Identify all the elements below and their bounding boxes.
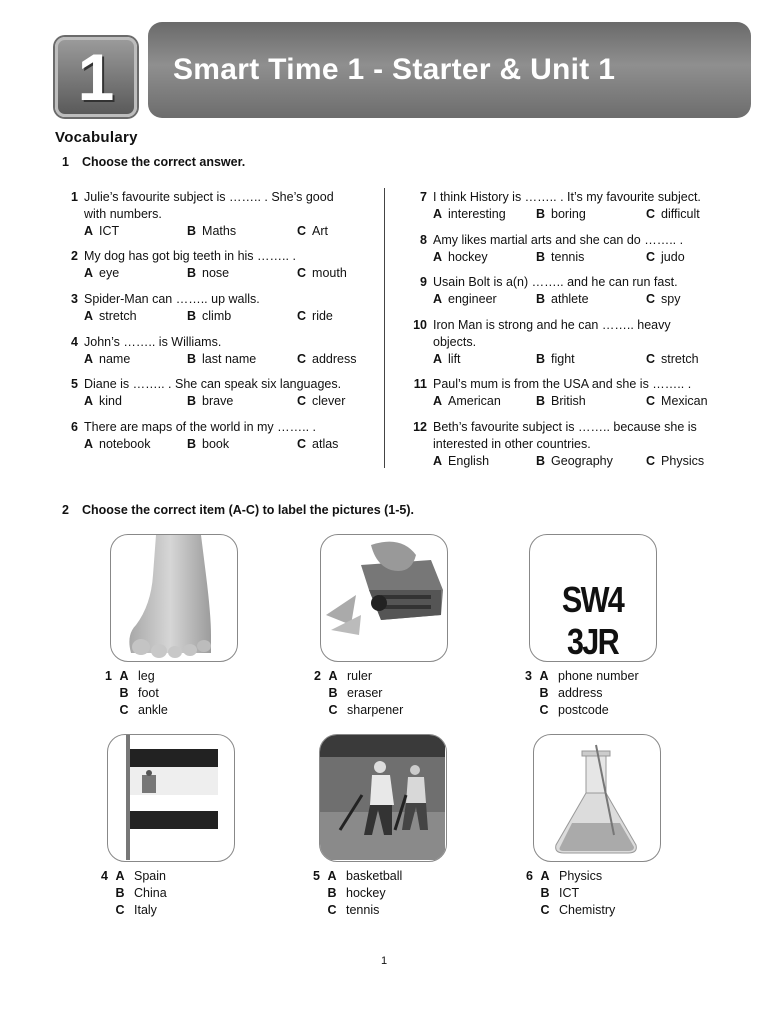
option-letter: C bbox=[646, 250, 656, 264]
option-text: stretch bbox=[661, 352, 699, 366]
option-a[interactable] bbox=[309, 668, 449, 685]
question-number: 4 bbox=[71, 335, 78, 349]
option-letter: B bbox=[536, 292, 546, 306]
option-text: judo bbox=[661, 250, 685, 264]
option-text: postcode bbox=[558, 703, 609, 717]
option-letter: B bbox=[327, 886, 337, 900]
option-letter: B bbox=[115, 886, 125, 900]
option-text: last name bbox=[202, 352, 257, 366]
question-number: 1 bbox=[71, 190, 78, 204]
option-letter: B bbox=[187, 437, 197, 451]
answer-options bbox=[433, 393, 711, 410]
option-letter: C bbox=[119, 703, 129, 717]
question-number: 7 bbox=[420, 190, 427, 204]
option-text: ruler bbox=[347, 669, 373, 683]
page-number: 1 bbox=[380, 955, 388, 967]
option-c[interactable] bbox=[646, 393, 708, 410]
option-text: brave bbox=[202, 394, 234, 408]
picture-label-5 bbox=[308, 868, 448, 919]
option-b[interactable] bbox=[308, 885, 448, 902]
option-letter: B bbox=[187, 394, 197, 408]
exercise-number: 2 bbox=[62, 503, 69, 517]
question-number: 5 bbox=[71, 377, 78, 391]
spanish-flag-image bbox=[108, 735, 233, 860]
option-text: hockey bbox=[448, 250, 488, 264]
question-text: Amy likes martial arts and she can do …….. . bbox=[433, 233, 684, 247]
option-letter: B bbox=[536, 454, 546, 468]
answer-options bbox=[84, 308, 352, 325]
option-letter: C bbox=[115, 903, 125, 917]
option-c[interactable] bbox=[297, 436, 338, 453]
picture-hockey bbox=[319, 734, 447, 862]
option-letter: C bbox=[297, 437, 307, 451]
question-text: There are maps of the world in my …….. . bbox=[84, 420, 317, 434]
option-c[interactable] bbox=[297, 223, 328, 240]
option-letter: B bbox=[536, 352, 546, 366]
option-letter: B bbox=[540, 886, 550, 900]
option-letter: C bbox=[646, 207, 656, 221]
option-b[interactable] bbox=[96, 885, 236, 902]
answer-options bbox=[433, 453, 705, 470]
option-c[interactable] bbox=[308, 902, 448, 919]
option-text: Spain bbox=[134, 869, 166, 883]
question-text: Paul’s mum is from the USA and she is …….. . bbox=[433, 377, 692, 391]
option-a[interactable] bbox=[100, 668, 240, 685]
picture-label-2 bbox=[309, 668, 449, 719]
option-b[interactable] bbox=[187, 351, 256, 368]
sharpener-image bbox=[321, 535, 446, 660]
answer-options bbox=[433, 206, 711, 223]
question-number: 6 bbox=[71, 420, 78, 434]
option-text: mouth bbox=[312, 266, 347, 280]
option-c[interactable] bbox=[96, 902, 236, 919]
picture-sharpener bbox=[320, 534, 448, 662]
option-c[interactable] bbox=[646, 206, 700, 223]
option-letter: C bbox=[297, 394, 307, 408]
option-text: tennis bbox=[551, 250, 585, 264]
question-number: 9 bbox=[420, 275, 427, 289]
option-text: ride bbox=[312, 309, 333, 323]
option-b[interactable] bbox=[536, 351, 575, 368]
question-text: Beth’s favourite subject is …….. because she is interested in other countries. bbox=[433, 420, 697, 451]
question-number: 2 bbox=[71, 249, 78, 263]
option-letter: A bbox=[433, 394, 443, 408]
option-b[interactable] bbox=[187, 393, 233, 410]
question-text: My dog has got big teeth in his …….. . bbox=[84, 249, 296, 263]
option-b[interactable] bbox=[521, 885, 661, 902]
option-text: Physics bbox=[559, 869, 603, 883]
option-letter: C bbox=[646, 292, 656, 306]
option-text: hockey bbox=[346, 886, 386, 900]
question-6 bbox=[62, 419, 352, 453]
question-12 bbox=[411, 419, 705, 470]
option-letter: C bbox=[646, 454, 656, 468]
option-text: eye bbox=[99, 266, 120, 280]
option-c[interactable] bbox=[646, 453, 704, 470]
option-a[interactable] bbox=[84, 265, 119, 282]
option-letter: A bbox=[327, 869, 337, 883]
column-divider bbox=[384, 188, 385, 468]
option-text: ICT bbox=[99, 224, 120, 238]
option-text: fight bbox=[551, 352, 575, 366]
option-letter: C bbox=[297, 352, 307, 366]
option-text: foot bbox=[138, 686, 159, 700]
picture-label-6 bbox=[521, 868, 661, 919]
option-a[interactable] bbox=[433, 453, 489, 470]
option-text: eraser bbox=[347, 686, 383, 700]
option-letter: A bbox=[115, 869, 125, 883]
exercise-2-instruction bbox=[62, 503, 414, 517]
option-text: phone number bbox=[558, 669, 639, 683]
option-letter: C bbox=[297, 224, 307, 238]
option-text: Chemistry bbox=[559, 903, 616, 917]
option-letter: A bbox=[433, 292, 443, 306]
option-letter: B bbox=[187, 352, 197, 366]
exercise-text: Choose the correct answer. bbox=[82, 155, 246, 169]
option-a[interactable] bbox=[520, 668, 660, 685]
answer-options bbox=[84, 265, 352, 282]
option-text: climb bbox=[202, 309, 232, 323]
option-c[interactable] bbox=[297, 308, 333, 325]
picture-number: 5 bbox=[313, 869, 320, 883]
option-text: Art bbox=[312, 224, 329, 238]
option-letter: A bbox=[328, 669, 338, 683]
option-letter: C bbox=[327, 903, 337, 917]
option-letter: C bbox=[297, 309, 307, 323]
option-a[interactable] bbox=[433, 206, 506, 223]
option-text: ankle bbox=[138, 703, 168, 717]
question-number: 3 bbox=[71, 292, 78, 306]
option-b[interactable] bbox=[536, 249, 584, 266]
option-c[interactable] bbox=[646, 249, 685, 266]
option-b[interactable] bbox=[187, 308, 231, 325]
option-text: leg bbox=[138, 669, 155, 683]
question-number: 12 bbox=[413, 420, 427, 434]
option-text: lift bbox=[448, 352, 461, 366]
option-letter: C bbox=[646, 352, 656, 366]
exercise-1-instruction bbox=[62, 155, 245, 169]
option-c[interactable] bbox=[297, 265, 347, 282]
question-2 bbox=[62, 248, 352, 282]
picture-number: 1 bbox=[105, 669, 112, 683]
option-a[interactable] bbox=[433, 393, 501, 410]
question-text: Diane is …….. . She can speak six languages. bbox=[84, 377, 342, 391]
unit-number-badge bbox=[55, 37, 137, 117]
option-letter: C bbox=[328, 703, 338, 717]
flask-image bbox=[534, 735, 659, 860]
option-text: interesting bbox=[448, 207, 506, 221]
option-letter: A bbox=[433, 352, 443, 366]
option-a[interactable] bbox=[308, 868, 448, 885]
question-3 bbox=[62, 291, 352, 325]
answer-options bbox=[84, 223, 352, 240]
option-text: engineer bbox=[448, 292, 497, 306]
option-text: book bbox=[202, 437, 230, 451]
option-letter: A bbox=[84, 309, 94, 323]
option-letter: C bbox=[539, 703, 549, 717]
option-text: American bbox=[448, 394, 501, 408]
question-text: John’s …….. is Williams. bbox=[84, 335, 222, 349]
answer-options bbox=[84, 351, 357, 368]
postcode-text: SW4 3JR bbox=[561, 579, 624, 662]
picture-label-1 bbox=[100, 668, 240, 719]
option-c[interactable] bbox=[297, 351, 357, 368]
option-letter: A bbox=[540, 869, 550, 883]
question-9 bbox=[411, 274, 711, 308]
option-text: Physics bbox=[661, 454, 705, 468]
option-letter: B bbox=[536, 394, 546, 408]
question-text: Iron Man is strong and he can …….. heavy objects. bbox=[433, 318, 671, 349]
option-letter: A bbox=[84, 266, 94, 280]
option-letter: A bbox=[433, 250, 443, 264]
answer-options bbox=[84, 393, 352, 410]
option-letter: A bbox=[84, 224, 94, 238]
hockey-players-image bbox=[320, 735, 445, 860]
question-text: Usain Bolt is a(n) …….. and he can run fast. bbox=[433, 275, 678, 289]
option-b[interactable] bbox=[536, 291, 589, 308]
option-letter: C bbox=[646, 394, 656, 408]
option-a[interactable] bbox=[84, 351, 130, 368]
option-c[interactable] bbox=[521, 902, 661, 919]
option-text: China bbox=[134, 886, 167, 900]
option-text: Maths bbox=[202, 224, 237, 238]
option-letter: B bbox=[187, 309, 197, 323]
option-letter: A bbox=[433, 454, 443, 468]
option-text: Geography bbox=[551, 454, 613, 468]
option-b[interactable] bbox=[187, 223, 236, 240]
option-b[interactable] bbox=[520, 685, 660, 702]
option-text: atlas bbox=[312, 437, 339, 451]
option-text: notebook bbox=[99, 437, 151, 451]
option-a[interactable] bbox=[84, 436, 150, 453]
answer-options bbox=[84, 436, 352, 453]
question-text: Spider-Man can …….. up walls. bbox=[84, 292, 260, 306]
option-text: ICT bbox=[559, 886, 580, 900]
option-c[interactable] bbox=[309, 702, 449, 719]
option-text: sharpener bbox=[347, 703, 404, 717]
option-a[interactable] bbox=[84, 393, 122, 410]
option-letter: B bbox=[119, 686, 129, 700]
option-letter: A bbox=[119, 669, 129, 683]
exercise-text: Choose the correct item (A-C) to label the pictures (1-5). bbox=[82, 503, 414, 517]
option-text: clever bbox=[312, 394, 346, 408]
section-heading: Vocabulary bbox=[55, 129, 138, 146]
option-text: tennis bbox=[346, 903, 380, 917]
option-text: name bbox=[99, 352, 131, 366]
question-8 bbox=[411, 232, 711, 266]
option-a[interactable] bbox=[84, 223, 119, 240]
option-b[interactable] bbox=[100, 685, 240, 702]
option-text: boring bbox=[551, 207, 586, 221]
picture-flask bbox=[533, 734, 661, 862]
option-b[interactable] bbox=[187, 436, 229, 453]
option-text: athlete bbox=[551, 292, 589, 306]
option-a[interactable] bbox=[96, 868, 236, 885]
option-letter: A bbox=[539, 669, 549, 683]
page-title: Smart Time 1 - Starter & Unit 1 bbox=[173, 53, 616, 86]
option-letter: B bbox=[536, 250, 546, 264]
option-text: Mexican bbox=[661, 394, 708, 408]
exercise-number: 1 bbox=[62, 155, 69, 169]
question-4 bbox=[62, 334, 357, 368]
question-10 bbox=[411, 317, 701, 368]
picture-label-4 bbox=[96, 868, 236, 919]
answer-options bbox=[433, 351, 701, 368]
question-text: I think History is …….. . It’s my favourite subject. bbox=[433, 190, 701, 204]
option-text: spy bbox=[661, 292, 681, 306]
option-b[interactable] bbox=[187, 265, 229, 282]
option-a[interactable] bbox=[433, 249, 488, 266]
option-letter: B bbox=[328, 686, 338, 700]
option-a[interactable] bbox=[433, 291, 497, 308]
option-text: address bbox=[312, 352, 357, 366]
question-11 bbox=[411, 376, 711, 410]
question-number: 11 bbox=[413, 377, 427, 391]
question-number: 8 bbox=[420, 233, 427, 247]
foot-image bbox=[111, 535, 236, 660]
option-b[interactable] bbox=[536, 393, 586, 410]
option-text: Italy bbox=[134, 903, 157, 917]
option-a[interactable] bbox=[84, 308, 137, 325]
option-c[interactable] bbox=[646, 291, 680, 308]
picture-number: 6 bbox=[526, 869, 533, 883]
picture-postcode bbox=[529, 534, 657, 662]
option-letter: B bbox=[539, 686, 549, 700]
question-7 bbox=[411, 189, 711, 223]
option-text: stretch bbox=[99, 309, 137, 323]
picture-number: 4 bbox=[101, 869, 108, 883]
option-a[interactable] bbox=[521, 868, 661, 885]
unit-number: 1 bbox=[77, 40, 115, 114]
option-letter: C bbox=[540, 903, 550, 917]
option-b[interactable] bbox=[536, 453, 613, 470]
option-letter: B bbox=[536, 207, 546, 221]
question-1 bbox=[62, 189, 352, 240]
option-a[interactable] bbox=[433, 351, 461, 368]
option-c[interactable] bbox=[100, 702, 240, 719]
picture-label-3 bbox=[520, 668, 660, 719]
option-letter: B bbox=[187, 224, 197, 238]
option-b[interactable] bbox=[536, 206, 586, 223]
option-text: kind bbox=[99, 394, 122, 408]
question-text: Julie’s favourite subject is …….. . She’s good with numbers. bbox=[84, 190, 334, 221]
picture-number: 3 bbox=[525, 669, 532, 683]
option-text: difficult bbox=[661, 207, 700, 221]
picture-flag bbox=[107, 734, 235, 862]
picture-number: 2 bbox=[314, 669, 321, 683]
picture-foot bbox=[110, 534, 238, 662]
option-letter: C bbox=[297, 266, 307, 280]
option-c[interactable] bbox=[520, 702, 660, 719]
question-5 bbox=[62, 376, 352, 410]
option-letter: A bbox=[84, 394, 94, 408]
title-banner bbox=[148, 22, 751, 118]
option-letter: A bbox=[84, 352, 94, 366]
answer-options bbox=[433, 291, 711, 308]
option-letter: B bbox=[187, 266, 197, 280]
option-b[interactable] bbox=[309, 685, 449, 702]
option-c[interactable] bbox=[297, 393, 345, 410]
option-text: basketball bbox=[346, 869, 403, 883]
answer-options bbox=[433, 249, 711, 266]
option-letter: A bbox=[433, 207, 443, 221]
option-text: nose bbox=[202, 266, 230, 280]
option-text: address bbox=[558, 686, 603, 700]
option-c[interactable] bbox=[646, 351, 699, 368]
question-number: 10 bbox=[413, 318, 427, 332]
option-text: British bbox=[551, 394, 586, 408]
option-text: English bbox=[448, 454, 490, 468]
option-letter: A bbox=[84, 437, 94, 451]
